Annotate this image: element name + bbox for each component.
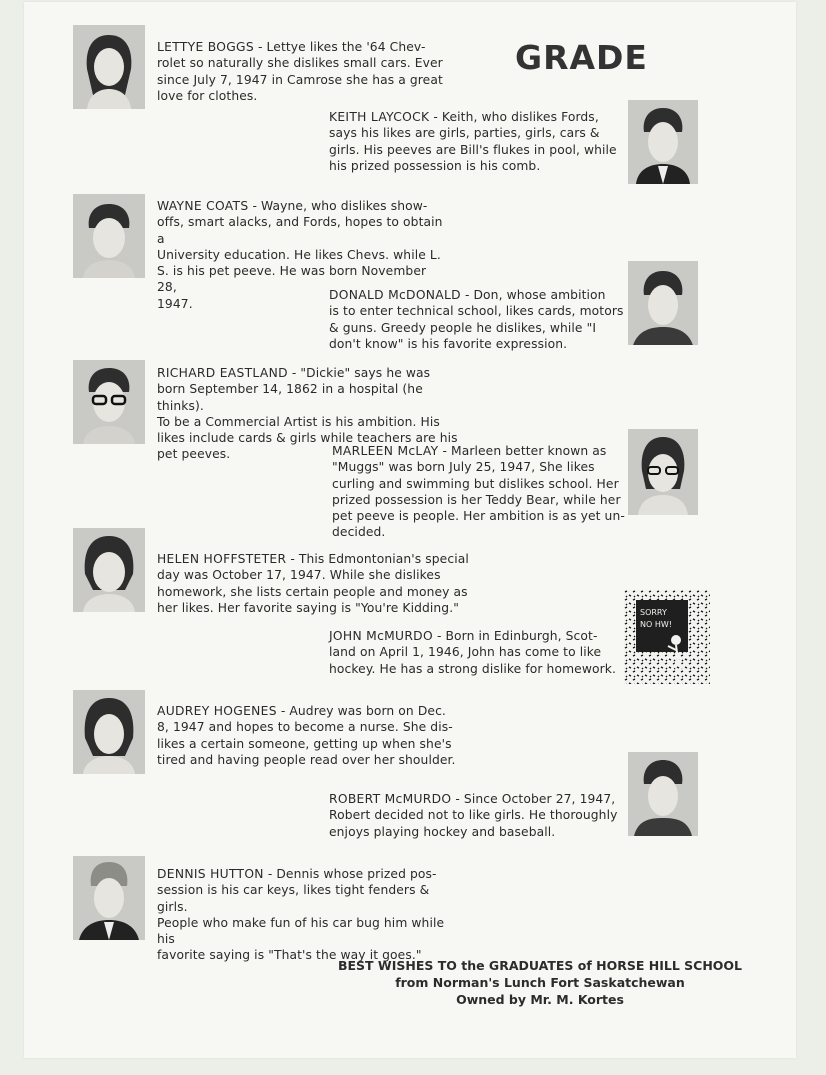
student-name: WAYNE COATS: [157, 199, 249, 213]
student-name: KEITH LAYCOCK: [329, 110, 430, 124]
cartoon-text: NO HW!: [640, 620, 672, 629]
student-entry: RICHARD EASTLAND - "Dickie" says he was born September 14, 1862 in a hospital (he thinks). To be a Commercial Artist is his ambition. His likes include cards & girls while teachers are his pet peeves.: [157, 366, 458, 462]
student-name: DONALD McDONALD: [329, 288, 461, 302]
student-entry: ROBERT McMURDO - Since October 27, 1947, Robert decided not to like girls. He thoroughly enjoys playing hockey and baseball.: [329, 792, 618, 839]
student-entry: JOHN McMURDO - Born in Edinburgh, Scot- land on April 1, 1946, John has come to like hockey. He has a strong dislike for homework.: [329, 629, 616, 676]
student-name: RICHARD EASTLAND: [157, 366, 288, 380]
sponsor-footer: BEST WISHES TO the GRADUATES of HORSE HILL SCHOOL from Norman's Lunch Fort Saskatchewan Owned by Mr. M. Kortes: [337, 958, 742, 1007]
student-name: ROBERT McMURDO: [329, 792, 452, 806]
portrait-photo: [73, 528, 145, 612]
student-entry: DONALD McDONALD - Don, whose ambition is to enter technical school, likes cards, motors & guns. Greedy people he dislikes, while "I don't know" is his favorite expression.: [329, 288, 624, 351]
page-heading: GRADE: [515, 38, 648, 77]
student-name: AUDREY HOGENES: [157, 704, 277, 718]
student-entry: HELEN HOFFSTETER - This Edmontonian's special day was October 17, 1947. While she dislikes homework, she lists certain people and money as her likes. Her favorite saying is "You're Kidding.": [157, 552, 469, 615]
student-entry: DENNIS HUTTON - Dennis whose prized pos- session is his car keys, likes tight fenders & girls. People who make fun of his car bug him while his favorite saying is "That's the way it goes.": [157, 867, 445, 963]
student-entry: AUDREY HOGENES - Audrey was born on Dec. 8, 1947 and hopes to become a nurse. She dis- likes a certain someone, getting up when she's tired and having people read over her shoulder.: [157, 704, 456, 767]
portrait-photo: [73, 25, 145, 109]
student-entry: KEITH LAYCOCK - Keith, who dislikes Fords, says his likes are girls, parties, girls, cars & girls. His peeves are Bill's flukes in pool, while his prized possession is his comb.: [329, 110, 617, 173]
portrait-photo: [73, 194, 145, 278]
portrait-photo: [73, 360, 145, 444]
portrait-photo: [73, 690, 145, 774]
student-name: DENNIS HUTTON: [157, 867, 264, 881]
portrait-photo: [628, 429, 698, 515]
cartoon-text: SORRY: [640, 608, 667, 617]
student-name: JOHN McMURDO: [329, 629, 433, 643]
portrait-photo: [628, 261, 698, 345]
cartoon-illustration: [624, 590, 710, 684]
student-name: HELEN HOFFSTETER: [157, 552, 287, 566]
student-entry: MARLEEN McLAY - Marleen better known as "Muggs" was born July 25, 1947, She likes curling and swimming but dislikes school. Her prized possession is her Teddy Bear, while her pet peeve is people. Her ambition is as yet un- decided.: [332, 444, 625, 540]
student-entry: LETTYE BOGGS - Lettye likes the '64 Chev- rolet so naturally she dislikes small cars. Ever since July 7, 1947 in Camrose she has a great love for clothes.: [157, 40, 443, 103]
portrait-photo: [73, 856, 145, 940]
portrait-photo: [628, 752, 698, 836]
student-entry: WAYNE COATS - Wayne, who dislikes show- offs, smart alacks, and Fords, hopes to obtain a University education. He likes Chevs. while L. S. is his pet peeve. He was born November 28, 1947.: [157, 199, 443, 311]
student-name: LETTYE BOGGS: [157, 40, 254, 54]
student-name: MARLEEN McLAY: [332, 444, 439, 458]
portrait-photo: [628, 100, 698, 184]
